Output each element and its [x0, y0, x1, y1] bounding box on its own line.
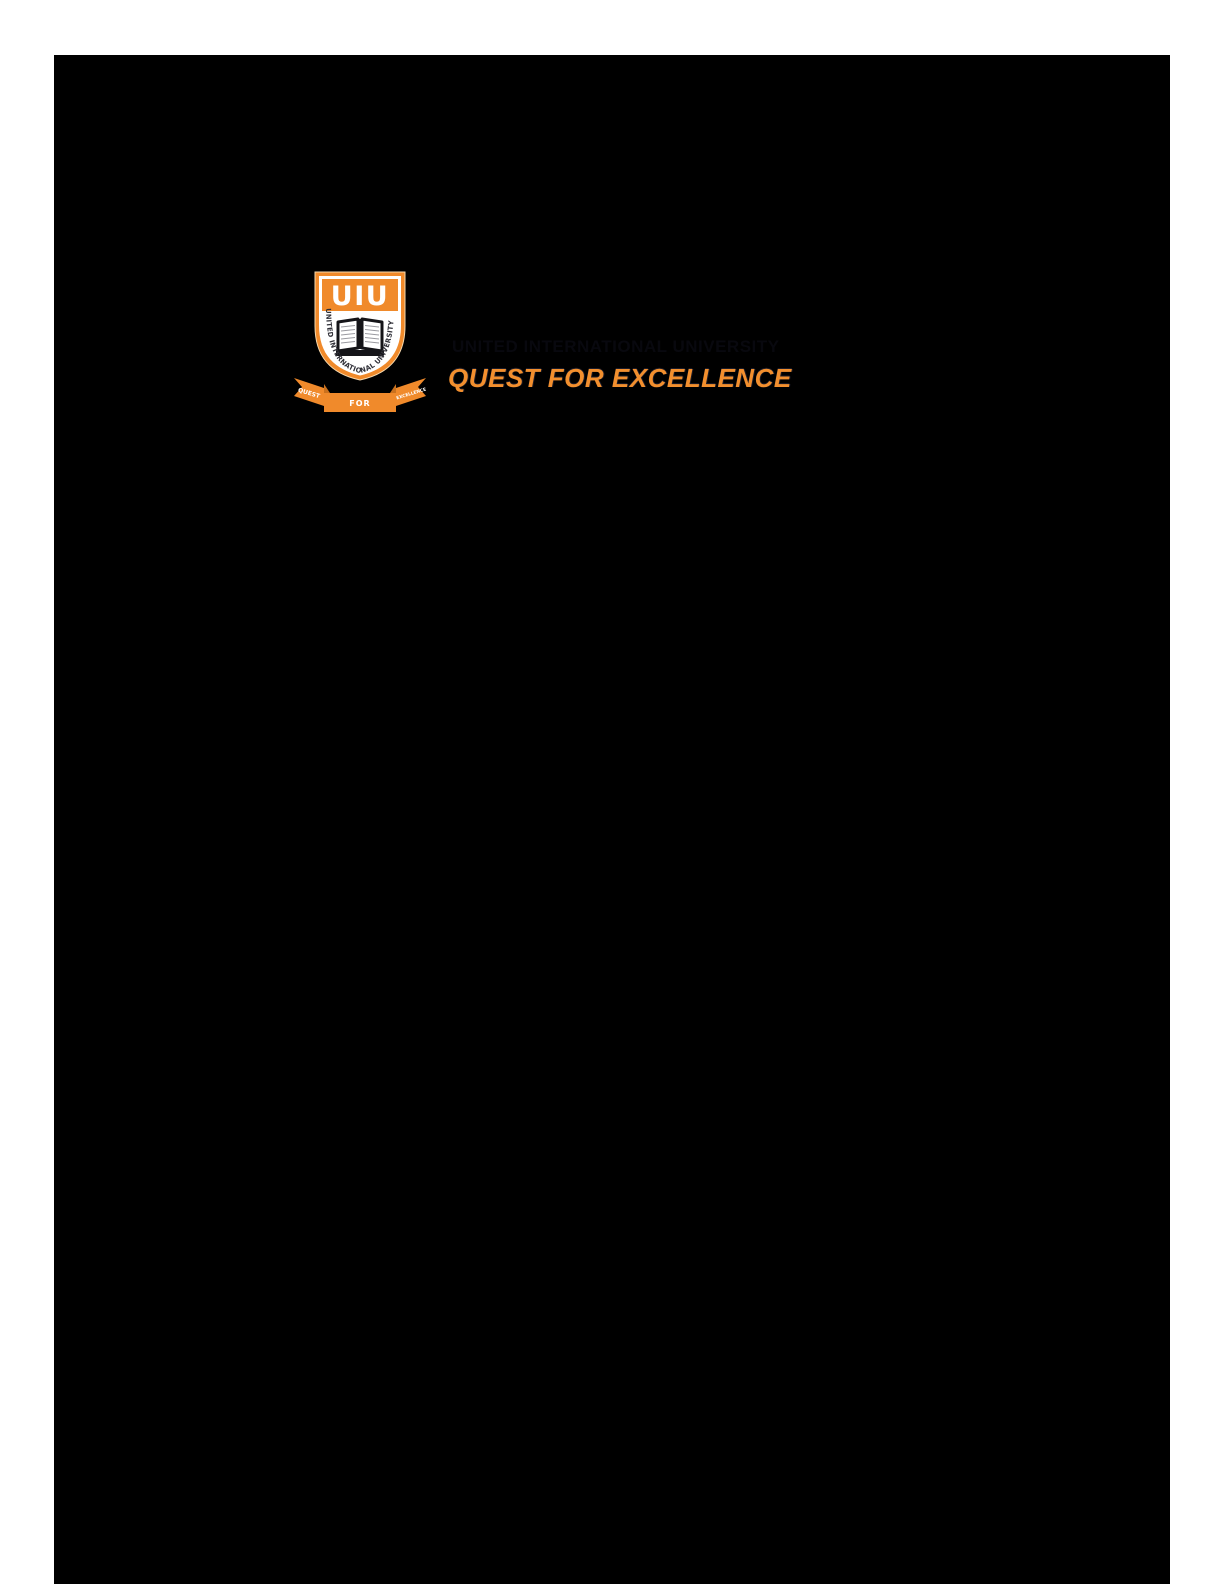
ribbon-right-fold [390, 384, 396, 393]
open-book-icon [336, 319, 384, 356]
ribbon-center-label: FOR [349, 399, 371, 408]
page-content-background [54, 55, 1170, 1584]
crest-acronym: UIU [330, 281, 390, 312]
ribbon-left-fold [324, 384, 330, 393]
uiu-logo [54, 55, 1170, 1584]
ribbon-left-label: QUEST [297, 386, 321, 401]
ribbon-right-label: EXCELLENCE [395, 387, 427, 402]
university-wordmark: UNITED INTERNATIONAL UNIVERSITY [452, 337, 780, 356]
uiu-crest-icon [292, 270, 428, 416]
university-motto: QUEST FOR EXCELLENCE [448, 363, 792, 393]
crest-ring-text: UNITED INTERNATIONAL UNIVERSITY [323, 308, 396, 376]
